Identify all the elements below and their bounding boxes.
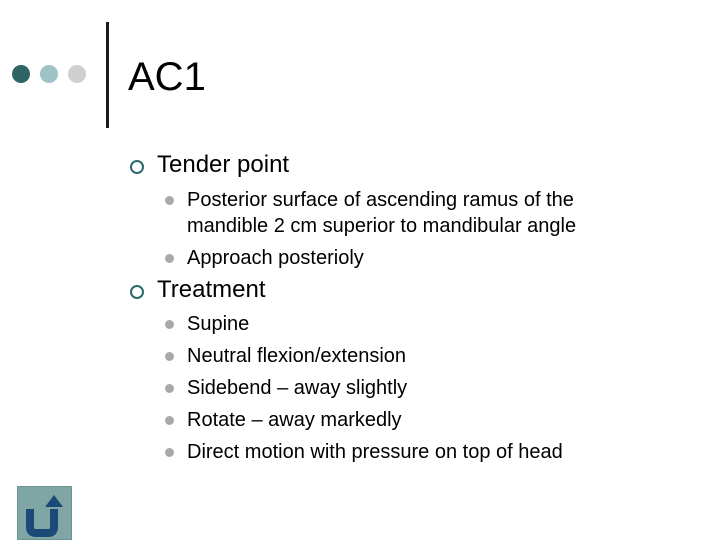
section-bullet-icon [130,285,144,299]
section-bullet-icon [130,160,144,174]
list-item-line: Direct motion with pressure on top of head [187,441,563,463]
return-button[interactable] [17,486,72,540]
item-bullet-icon [165,384,174,393]
item-bullet-icon [165,352,174,361]
item-bullet-icon [165,320,174,329]
slide-title: AC1 [128,55,206,99]
return-arrow-icon [18,487,71,539]
section-heading-tender-point: Tender point [157,151,290,178]
list-item-line: Rotate – away markedly [187,409,402,431]
list-item-line: Sidebend – away slightly [187,377,408,399]
list-item-line: Neutral flexion/extension [187,345,407,367]
item-bullet-icon [165,196,174,205]
title-divider [106,22,109,128]
decorative-dot-gray [68,65,86,83]
list-item-line: Approach posterioly [187,247,364,269]
list-item-line: Supine [187,313,250,335]
item-bullet-icon [165,254,174,263]
item-bullet-icon [165,448,174,457]
decorative-dot-light [40,65,58,83]
item-bullet-icon [165,416,174,425]
decorative-dot-dark [12,65,30,83]
list-item-line: mandible 2 cm superior to mandibular angle [187,215,577,237]
section-heading-treatment: Treatment [157,276,266,303]
list-item-line: Posterior surface of ascending ramus of the [187,189,574,211]
